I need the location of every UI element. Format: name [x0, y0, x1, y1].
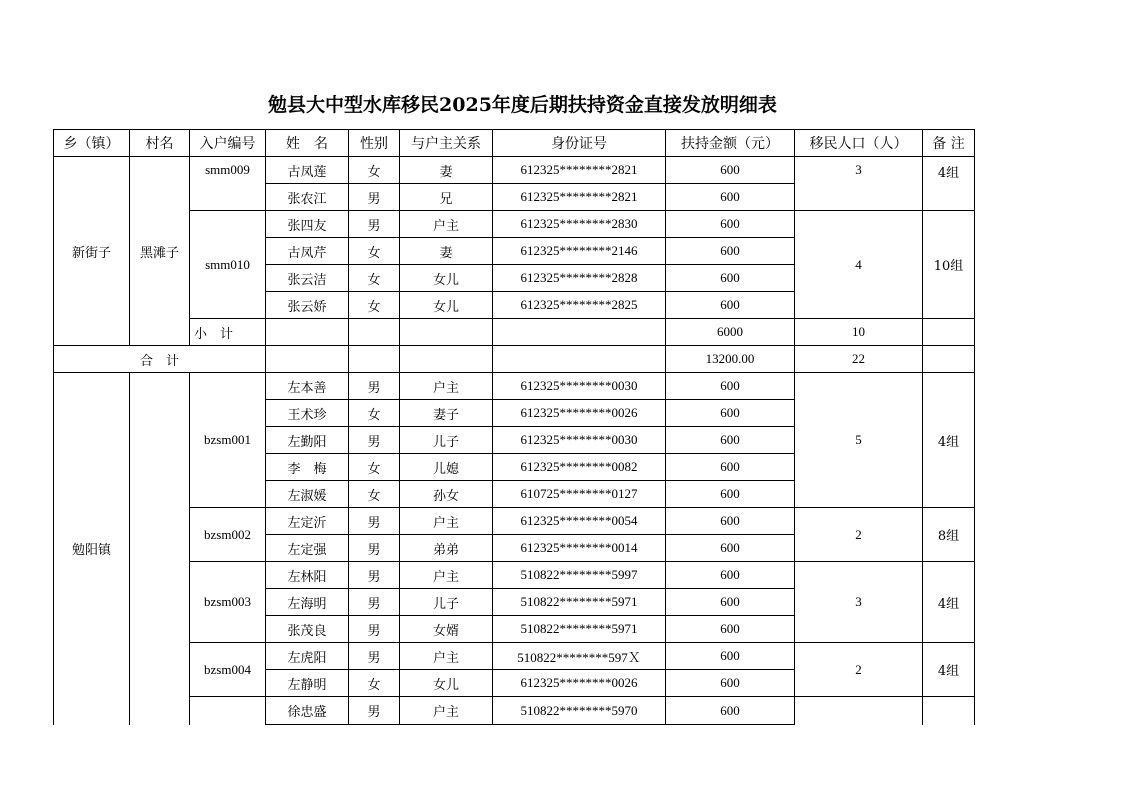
member-amount: 600	[666, 454, 795, 481]
member-amount: 600	[666, 616, 795, 643]
member-gender: 男	[349, 184, 400, 211]
household-remark: 4组	[923, 373, 975, 508]
member-name: 左淑媛	[266, 481, 349, 508]
header-remark: 备 注	[923, 130, 975, 157]
household-population: 2	[795, 643, 923, 697]
header-village: 村名	[130, 130, 190, 157]
member-id: 612325********0054	[493, 508, 666, 535]
member-relation: 妻	[400, 157, 493, 184]
empty-cell	[349, 346, 400, 373]
header-id-no: 身份证号	[493, 130, 666, 157]
member-relation: 女婿	[400, 616, 493, 643]
member-relation: 户主	[400, 211, 493, 238]
member-id: 610725********0127	[493, 481, 666, 508]
header-amount: 扶持金额（元）	[666, 130, 795, 157]
household-remark: 4组	[923, 643, 975, 697]
member-amount: 600	[666, 292, 795, 319]
empty-cell	[266, 346, 349, 373]
table-row	[54, 373, 975, 400]
member-amount: 600	[666, 508, 795, 535]
town-cell: 新街子	[54, 157, 130, 346]
member-amount: 600	[666, 427, 795, 454]
empty-cell	[400, 319, 493, 346]
member-name: 张农江	[266, 184, 349, 211]
member-amount: 600	[666, 400, 795, 427]
member-gender: 男	[349, 508, 400, 535]
household-population: 5	[795, 373, 923, 508]
household-population: 2	[795, 508, 923, 562]
member-name: 左静明	[266, 670, 349, 697]
member-amount: 600	[666, 643, 795, 670]
allocation-table	[53, 129, 975, 725]
member-gender: 男	[349, 562, 400, 589]
member-amount: 600	[666, 670, 795, 697]
member-id: 612325********0026	[493, 670, 666, 697]
member-relation: 妻子	[400, 400, 493, 427]
member-name: 左定沂	[266, 508, 349, 535]
member-relation: 妻	[400, 238, 493, 265]
table-header-row	[54, 130, 975, 157]
member-gender: 女	[349, 670, 400, 697]
table-row	[54, 643, 975, 670]
member-id: 612325********0026	[493, 400, 666, 427]
total-amount: 13200.00	[666, 346, 795, 373]
member-gender: 女	[349, 238, 400, 265]
household-no-cell: bzsm002	[190, 508, 266, 562]
header-household-no: 入户编号	[190, 130, 266, 157]
member-relation: 户主	[400, 373, 493, 400]
member-relation: 女儿	[400, 670, 493, 697]
member-amount: 600	[666, 535, 795, 562]
member-gender: 女	[349, 157, 400, 184]
member-relation: 兄	[400, 184, 493, 211]
household-no-cell: bzsm001	[190, 373, 266, 508]
member-amount: 600	[666, 184, 795, 211]
member-id: 612325********0082	[493, 454, 666, 481]
member-gender: 女	[349, 481, 400, 508]
total-label: 合 计	[54, 346, 266, 373]
household-population: 4	[795, 211, 923, 319]
household-remark: 10组	[923, 211, 975, 319]
member-name: 王术珍	[266, 400, 349, 427]
member-gender: 男	[349, 697, 400, 725]
village-cell	[130, 373, 190, 725]
member-relation: 儿子	[400, 427, 493, 454]
member-gender: 男	[349, 589, 400, 616]
member-gender: 女	[349, 265, 400, 292]
member-id: 510822********5971	[493, 589, 666, 616]
member-relation: 户主	[400, 508, 493, 535]
member-id: 612325********2825	[493, 292, 666, 319]
village-cell: 黑滩子	[130, 157, 190, 346]
subtotal-population: 10	[795, 319, 923, 346]
member-name: 张四友	[266, 211, 349, 238]
table-row	[54, 211, 975, 238]
member-gender: 男	[349, 373, 400, 400]
member-id: 612325********2828	[493, 265, 666, 292]
table-row	[54, 697, 975, 725]
member-id: 612325********2146	[493, 238, 666, 265]
household-remark: 8组	[923, 508, 975, 562]
table-row	[54, 157, 975, 184]
household-remark	[923, 697, 975, 725]
total-population: 22	[795, 346, 923, 373]
member-id: 612325********2830	[493, 211, 666, 238]
household-no-cell: smm009	[190, 157, 266, 211]
empty-cell	[493, 346, 666, 373]
town-cell: 勉阳镇	[54, 373, 130, 725]
member-name: 张茂良	[266, 616, 349, 643]
member-name: 张云娇	[266, 292, 349, 319]
household-no-cell: bzsm003	[190, 562, 266, 643]
member-name: 左本善	[266, 373, 349, 400]
member-gender: 男	[349, 616, 400, 643]
member-name: 徐忠盛	[266, 697, 349, 725]
table-row	[54, 562, 975, 589]
member-gender: 男	[349, 427, 400, 454]
member-name: 左海明	[266, 589, 349, 616]
subtotal-label: 小 计	[190, 319, 266, 346]
member-relation: 户主	[400, 697, 493, 725]
member-amount: 600	[666, 562, 795, 589]
header-relation: 与户主关系	[400, 130, 493, 157]
member-relation: 孙女	[400, 481, 493, 508]
member-gender: 女	[349, 292, 400, 319]
member-relation: 户主	[400, 643, 493, 670]
member-relation: 儿媳	[400, 454, 493, 481]
member-id: 612325********0014	[493, 535, 666, 562]
member-id: 510822********5971	[493, 616, 666, 643]
member-relation: 女儿	[400, 292, 493, 319]
member-gender: 男	[349, 535, 400, 562]
member-name: 古凤芹	[266, 238, 349, 265]
total-row	[54, 346, 975, 373]
member-name: 左勤阳	[266, 427, 349, 454]
member-id: 510822********5997	[493, 562, 666, 589]
member-amount: 600	[666, 157, 795, 184]
header-population: 移民人口（人）	[795, 130, 923, 157]
member-amount: 600	[666, 265, 795, 292]
member-amount: 600	[666, 481, 795, 508]
member-gender: 女	[349, 454, 400, 481]
empty-cell	[923, 319, 975, 346]
member-amount: 600	[666, 373, 795, 400]
empty-cell	[266, 319, 349, 346]
household-no-cell	[190, 697, 266, 725]
member-relation: 儿子	[400, 589, 493, 616]
member-name: 左林阳	[266, 562, 349, 589]
member-amount: 600	[666, 211, 795, 238]
member-name: 左虎阳	[266, 643, 349, 670]
member-id: 510822********5970	[493, 697, 666, 725]
member-relation: 弟弟	[400, 535, 493, 562]
member-id: 510822********597Ｘ	[493, 643, 666, 670]
header-gender: 性别	[349, 130, 400, 157]
member-gender: 男	[349, 643, 400, 670]
subtotal-amount: 6000	[666, 319, 795, 346]
member-gender: 男	[349, 211, 400, 238]
subtotal-row	[54, 319, 975, 346]
empty-cell	[493, 319, 666, 346]
member-name: 张云洁	[266, 265, 349, 292]
header-name: 姓 名	[266, 130, 349, 157]
member-amount: 600	[666, 697, 795, 725]
member-name: 李 梅	[266, 454, 349, 481]
member-gender: 女	[349, 400, 400, 427]
member-name: 左定强	[266, 535, 349, 562]
member-relation: 女儿	[400, 265, 493, 292]
household-population	[795, 697, 923, 725]
household-remark: 4组	[923, 562, 975, 643]
empty-cell	[400, 346, 493, 373]
household-no-cell: bzsm004	[190, 643, 266, 697]
empty-cell	[923, 346, 975, 373]
member-id: 612325********2821	[493, 157, 666, 184]
household-population: 3	[795, 562, 923, 643]
member-amount: 600	[666, 238, 795, 265]
member-relation: 户主	[400, 562, 493, 589]
household-no-cell: smm010	[190, 211, 266, 319]
member-id: 612325********0030	[493, 373, 666, 400]
member-id: 612325********2821	[493, 184, 666, 211]
header-town: 乡（镇）	[54, 130, 130, 157]
empty-cell	[349, 319, 400, 346]
household-remark: 4组	[923, 157, 975, 211]
page-title: 勉县大中型水库移民2025年度后期扶持资金直接发放明细表	[268, 94, 777, 116]
table-row	[54, 508, 975, 535]
household-population: 3	[795, 157, 923, 211]
member-id: 612325********0030	[493, 427, 666, 454]
member-name: 古凤莲	[266, 157, 349, 184]
member-amount: 600	[666, 589, 795, 616]
